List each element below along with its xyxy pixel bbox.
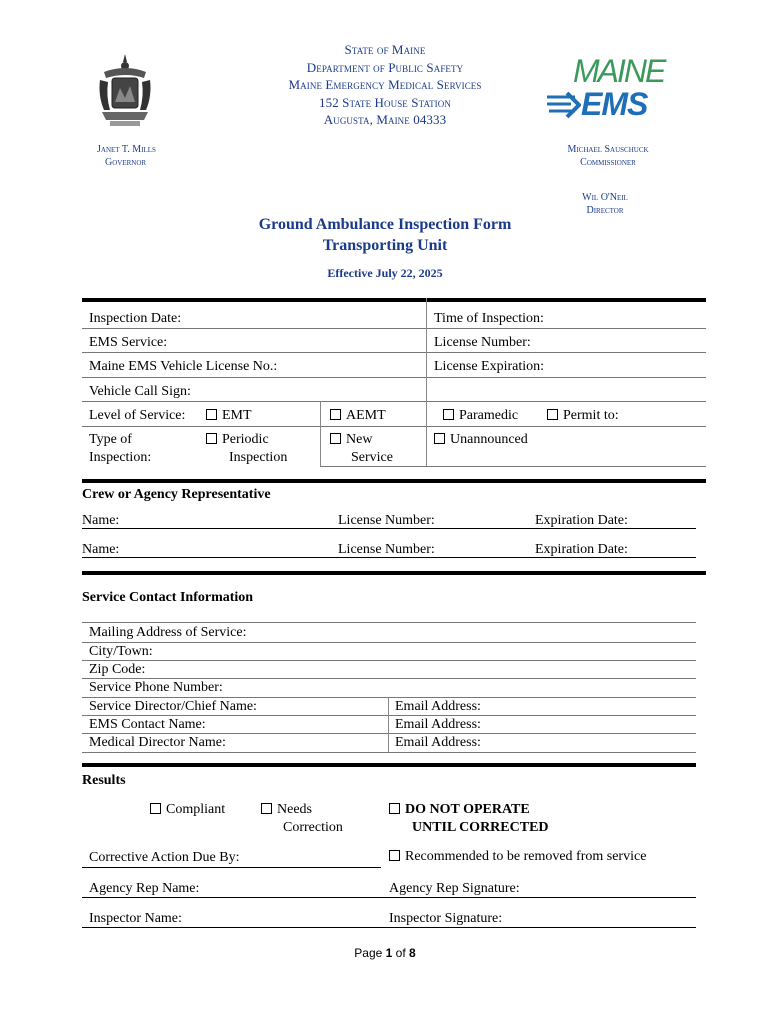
license-expiration-label: License Expiration:: [434, 359, 545, 374]
checkbox-icon[interactable]: [389, 850, 400, 861]
footer-page-word: Page: [354, 946, 383, 960]
level-of-service-label: Level of Service:: [89, 408, 186, 423]
crew-name-label: Name:: [82, 542, 120, 557]
dno-label-line-2: UNTIL CORRECTED: [412, 820, 549, 835]
needs-label-line-1: Needs: [277, 802, 312, 817]
level-aemt-checkbox[interactable]: [330, 407, 386, 425]
level-permit-checkbox[interactable]: [547, 407, 619, 425]
commissioner-name: Michael Sauschuck: [567, 144, 649, 155]
level-paramedic-checkbox[interactable]: [443, 407, 518, 425]
corrective-action-label: Corrective Action Due By:: [89, 850, 240, 865]
state-seal: [96, 52, 154, 128]
agency-rep-name-label: Agency Rep Name:: [89, 881, 200, 896]
time-of-inspection-label: Time of Inspection:: [434, 311, 544, 326]
ems-contact-email-label: Email Address:: [395, 717, 481, 732]
col-line: [320, 401, 321, 467]
crew-license-label: License Number:: [338, 542, 435, 557]
checkbox-icon[interactable]: [206, 433, 217, 444]
crew-heading: Crew or Agency Representative: [82, 487, 271, 502]
license-number-label: License Number:: [434, 335, 531, 350]
maine-ems-logo: [545, 55, 675, 125]
row-line: [320, 466, 706, 467]
level-emt-label: EMT: [222, 408, 252, 423]
divider-crew: [82, 479, 706, 483]
row-line: [82, 328, 706, 329]
divider-contact: [82, 571, 706, 575]
page-footer: [0, 946, 770, 960]
type-new-service-checkbox[interactable]: [330, 431, 393, 467]
type-periodic-line-1: Periodic: [222, 432, 269, 447]
divider-results: [82, 763, 696, 767]
ems-contact-label: EMS Contact Name:: [89, 717, 206, 732]
header-address: [230, 41, 540, 129]
governor-block: [97, 143, 217, 169]
checkbox-icon[interactable]: [150, 803, 161, 814]
star-of-life-icon: [545, 91, 581, 119]
row-line: [82, 752, 696, 753]
service-director-label: Service Director/Chief Name:: [89, 699, 257, 714]
form-title: [185, 214, 585, 256]
compliant-label: Compliant: [166, 802, 226, 817]
level-emt-checkbox[interactable]: [206, 407, 252, 425]
zip-code-label: Zip Code:: [89, 662, 146, 677]
row-line: [82, 352, 706, 353]
row-line: [82, 642, 696, 643]
header-line-city: Augusta, Maine 04333: [323, 112, 447, 127]
crew-license-label: License Number:: [338, 513, 435, 528]
medical-director-label: Medical Director Name:: [89, 735, 226, 750]
header-line-department: Department of Public Safety: [306, 59, 464, 75]
header-line-state: State of Maine: [344, 42, 426, 57]
logo-text-ems: EMS: [581, 86, 648, 122]
checkbox-icon[interactable]: [389, 803, 400, 814]
commissioner-title: Commissioner: [580, 157, 636, 168]
level-paramedic-label: Paramedic: [459, 408, 519, 423]
type-unannounced-label: Unannounced: [450, 432, 528, 447]
governor-name: Janet T. Mills: [97, 144, 156, 155]
header-line-ems: Maine Emergency Medical Services: [288, 77, 482, 92]
logo-text-maine: MAINE: [573, 53, 665, 89]
do-not-operate-checkbox[interactable]: [389, 801, 549, 837]
row-line: [82, 622, 696, 623]
checkbox-icon[interactable]: [330, 433, 341, 444]
type-of-inspection-label: [89, 431, 151, 467]
results-heading: Results: [82, 773, 126, 788]
ems-service-label: EMS Service:: [89, 335, 168, 350]
row-line: [82, 401, 706, 402]
needs-correction-checkbox[interactable]: [261, 801, 343, 837]
director-title: Director: [586, 205, 624, 216]
director-name: Wil O'Neil: [582, 192, 628, 203]
footer-total-pages: 8: [409, 946, 416, 960]
recommended-removal-checkbox[interactable]: [389, 848, 646, 866]
crew-expiration-label: Expiration Date:: [535, 513, 628, 528]
crew-name-label: Name:: [82, 513, 120, 528]
agency-rep-line[interactable]: [82, 897, 696, 898]
title-line-1: Ground Ambulance Inspection Form: [258, 216, 512, 233]
type-label-line-2: Inspection:: [89, 450, 152, 465]
divider-top: [82, 298, 706, 302]
type-new-line-2: Service: [351, 450, 393, 465]
commissioner-block: [548, 143, 668, 169]
service-phone-label: Service Phone Number:: [89, 680, 223, 695]
mailing-address-label: Mailing Address of Service:: [89, 625, 247, 640]
col-line: [426, 298, 427, 401]
governor-title: Governor: [105, 157, 147, 168]
city-town-label: City/Town:: [89, 644, 153, 659]
level-permit-label: Permit to:: [563, 408, 619, 423]
title-line-2: Transporting Unit: [322, 237, 448, 254]
type-new-line-1: New: [346, 432, 373, 447]
inspection-date-label: Inspection Date:: [89, 311, 182, 326]
crew-name-line[interactable]: [82, 557, 696, 558]
contact-heading: Service Contact Information: [82, 590, 254, 605]
checkbox-icon[interactable]: [443, 409, 454, 420]
level-aemt-label: AEMT: [346, 408, 386, 423]
checkbox-icon[interactable]: [434, 433, 445, 444]
effective-date: Effective July 22, 2025: [327, 266, 443, 280]
recommended-label: Recommended to be removed from service: [405, 849, 647, 864]
inspector-name-label: Inspector Name:: [89, 911, 182, 926]
checkbox-icon[interactable]: [330, 409, 341, 420]
col-line: [388, 697, 389, 752]
needs-label-line-2: Correction: [283, 820, 343, 835]
corrective-action-line[interactable]: [82, 867, 381, 868]
footer-current-page: 1: [385, 946, 393, 960]
type-periodic-checkbox[interactable]: [206, 431, 287, 467]
crew-name-line[interactable]: [82, 528, 696, 529]
col-line: [426, 401, 427, 467]
inspector-line[interactable]: [82, 927, 696, 928]
agency-rep-signature-label: Agency Rep Signature:: [389, 881, 520, 896]
type-unannounced-checkbox[interactable]: [434, 431, 528, 449]
inspector-signature-label: Inspector Signature:: [389, 911, 503, 926]
checkbox-icon[interactable]: [206, 409, 217, 420]
type-label-line-1: Type of: [89, 432, 132, 447]
medical-director-email-label: Email Address:: [395, 735, 481, 750]
checkbox-icon[interactable]: [547, 409, 558, 420]
vehicle-license-label: Maine EMS Vehicle License No.:: [89, 359, 278, 374]
dno-label-line-1: DO NOT OPERATE: [405, 802, 530, 817]
row-line: [82, 660, 696, 661]
checkbox-icon[interactable]: [261, 803, 272, 814]
row-line: [82, 377, 706, 378]
director-email-label: Email Address:: [395, 699, 481, 714]
crew-expiration-label: Expiration Date:: [535, 542, 628, 557]
row-line: [82, 426, 706, 427]
compliant-checkbox[interactable]: [150, 801, 225, 819]
header-line-station: 152 State House Station: [319, 94, 451, 110]
footer-of-word: of: [395, 946, 406, 960]
vehicle-call-sign-label: Vehicle Call Sign:: [89, 384, 191, 399]
type-periodic-line-2: Inspection: [229, 450, 288, 465]
